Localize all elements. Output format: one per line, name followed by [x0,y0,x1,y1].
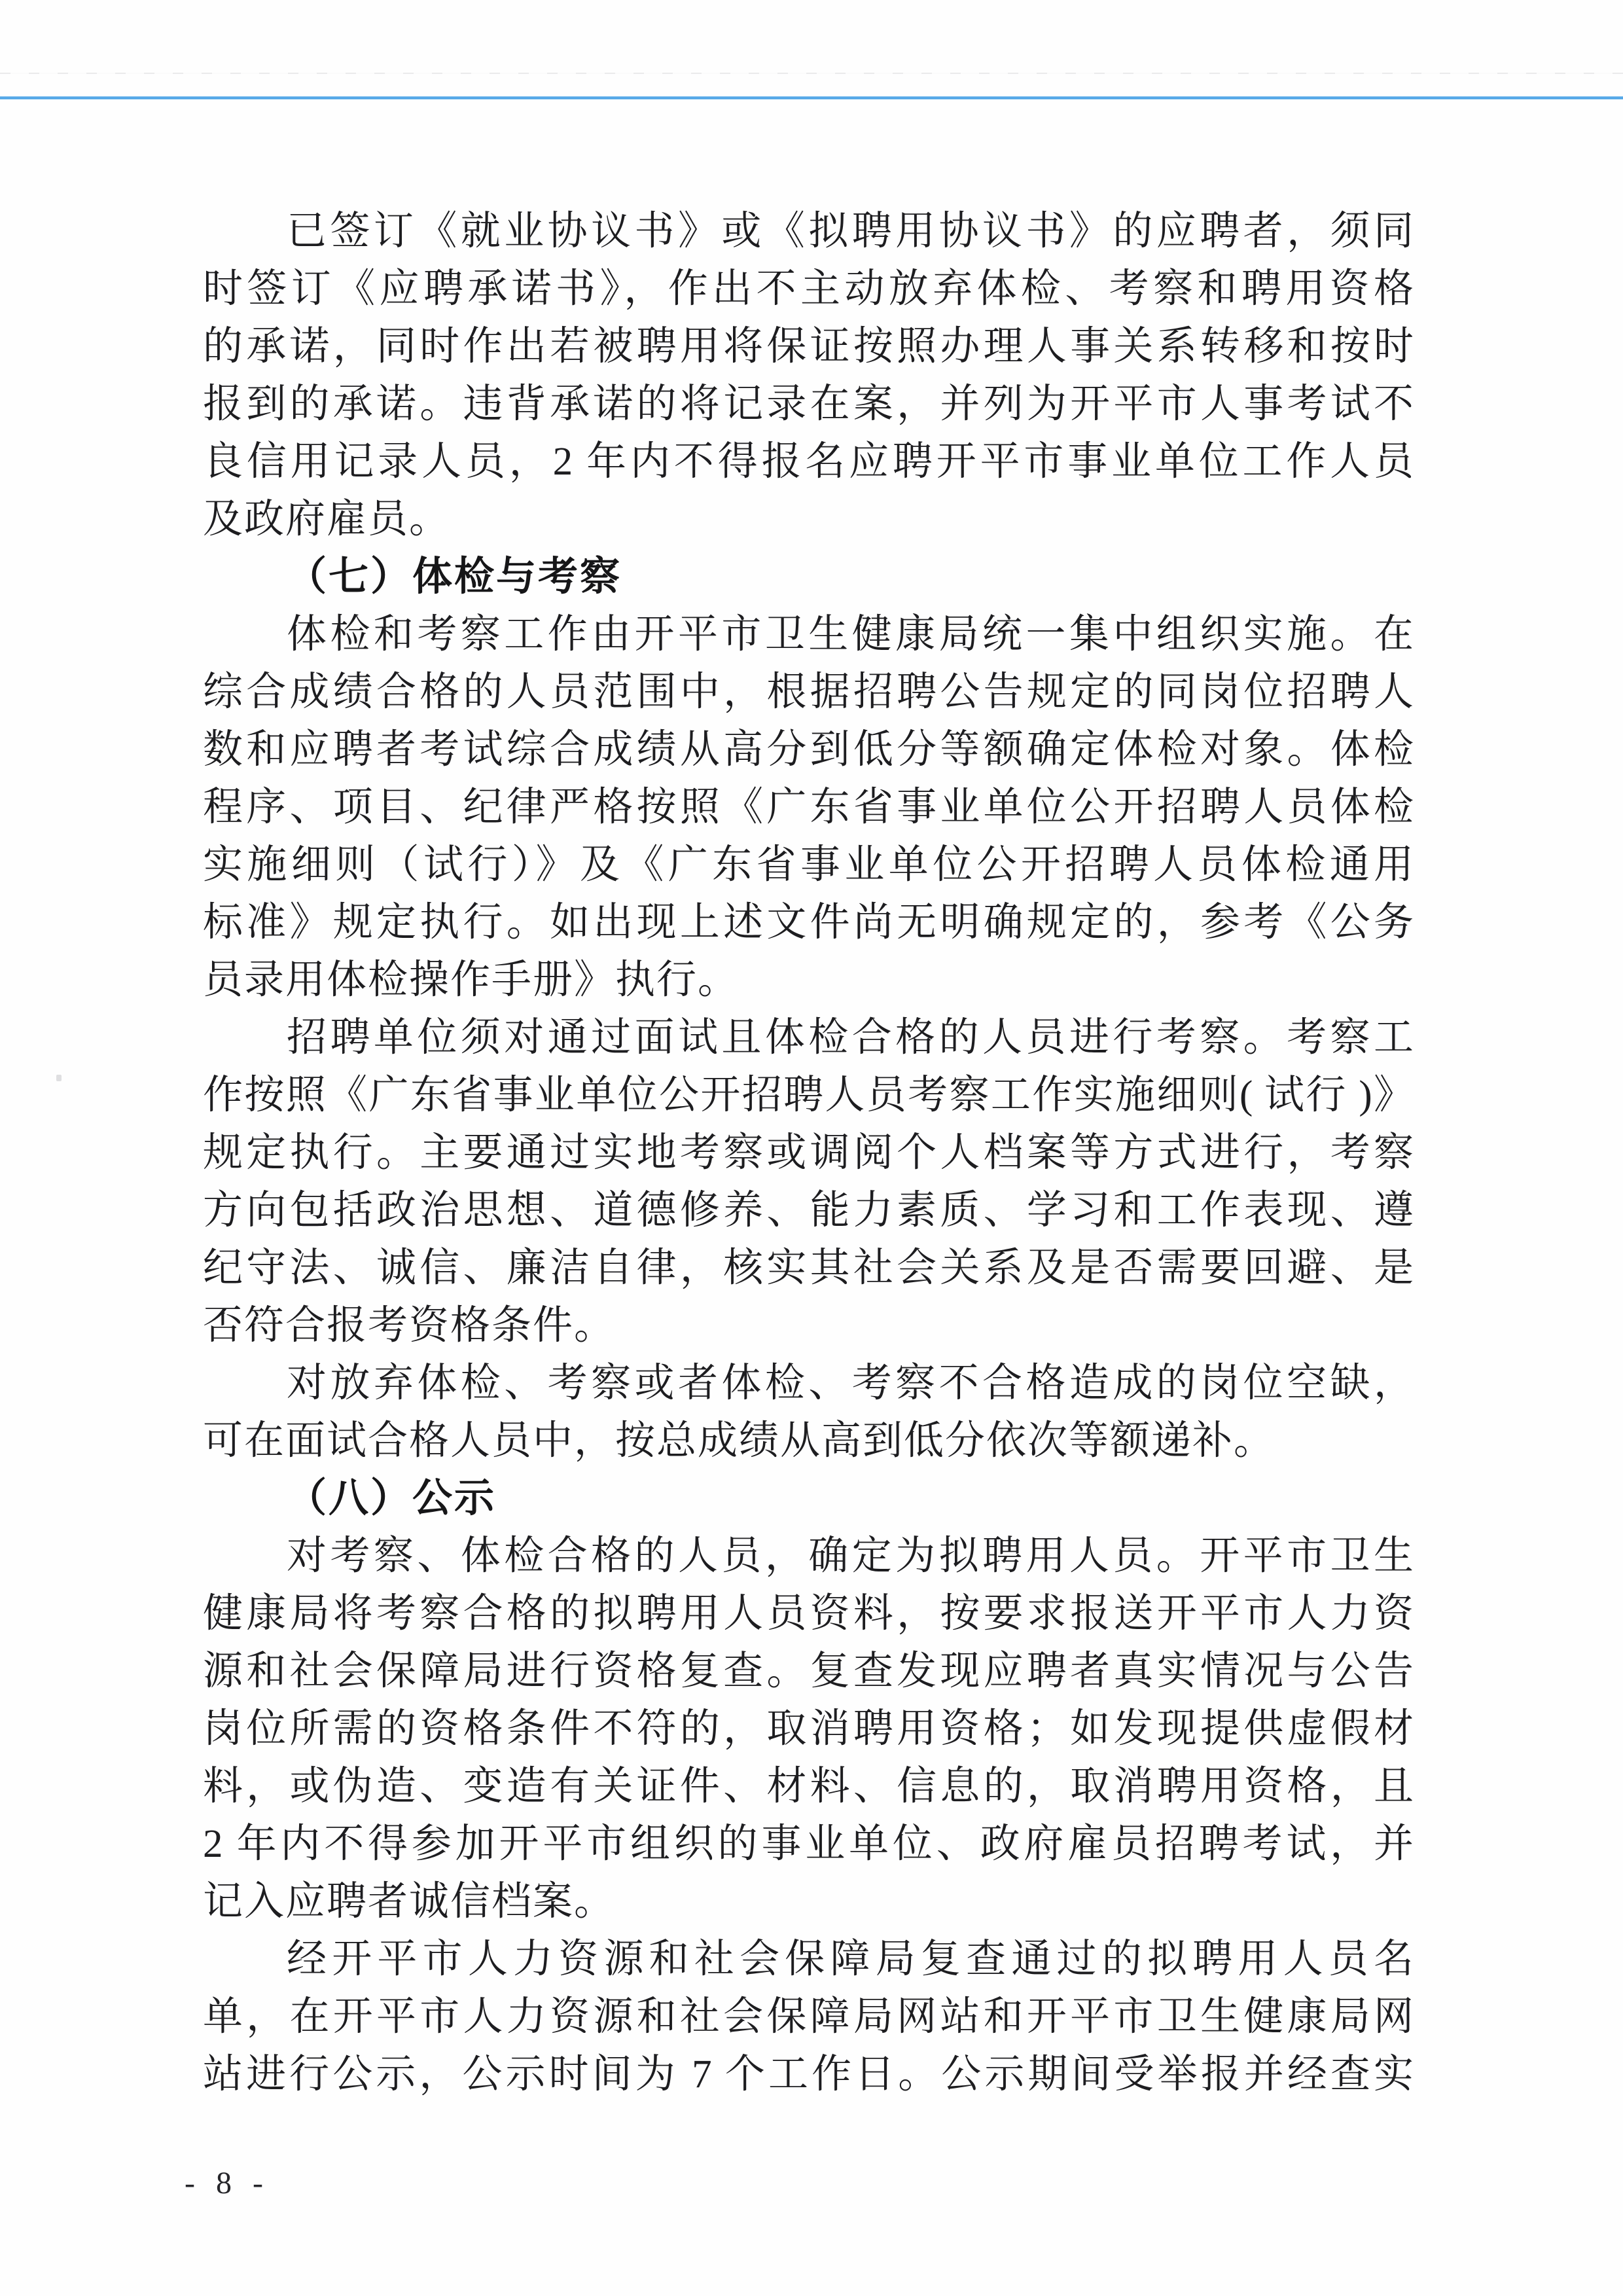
text-line: 作按照《广东省事业单位公开招聘人员考察工作实施细则( 试行 )》 [203,1073,1414,1117]
text-line: 体检和考察工作由开平市卫生健康局统一集中组织实施。在 [287,613,1414,656]
text-line: 数和应聘者考试综合成绩从高分到低分等额确定体检对象。体检 [203,728,1414,772]
text-line: 的承诺，同时作出若被聘用将保证按照办理人事关系转移和按时 [203,325,1414,368]
text-line: 料，或伪造、变造有关证件、材料、信息的，取消聘用资格，且 [203,1765,1414,1808]
text-line: 招聘单位须对通过面试且体检合格的人员进行考察。考察工 [287,1016,1414,1060]
text-line: 综合成绩合格的人员范围中，根据招聘公告规定的同岗位招聘人 [203,670,1414,714]
text-line: 记入应聘者诚信档案。 [203,1880,616,1924]
text-line: 健康局将考察合格的拟聘用人员资料，按要求报送开平市人力资 [203,1592,1414,1636]
text-line: 及政府雇员。 [203,497,451,541]
text-line: 否符合报考资格条件。 [203,1304,616,1348]
text-line: 站进行公示，公示时间为 7 个工作日。公示期间受举报并经查实 [203,2053,1414,2096]
text-line: 规定执行。主要通过实地考察或调阅个人档案等方式进行，考察 [203,1131,1414,1175]
text-line: 员录用体检操作手册》执行。 [203,958,740,1002]
text-line: 标准》规定执行。如出现上述文件尚无明确规定的，参考《公务 [203,901,1414,944]
text-line: 岗位所需的资格条件不符的，取消聘用资格；如发现提供虚假材 [203,1707,1414,1751]
text-line: 纪守法、诚信、廉洁自律，核实其社会关系及是否需要回避、是 [203,1246,1414,1290]
text-line: 单，在开平市人力资源和社会保障局网站和开平市卫生健康局网 [203,1995,1414,2039]
text-line: 对放弃体检、考察或者体检、考察不合格造成的岗位空缺， [287,1361,1414,1405]
section-heading: （八）公示 [287,1477,497,1520]
text-line: 已签订《就业协议书》或《拟聘用协议书》的应聘者，须同 [287,209,1414,253]
scan-speck [56,1075,62,1081]
text-line: 实施细则（试行）》及《广东省事业单位公开招聘人员体检通用 [203,843,1414,887]
text-block [203,203,1414,2104]
scan-artifact-line [0,73,1623,74]
text-line: 程序、项目、纪律严格按照《广东省事业单位公开招聘人员体检 [203,785,1414,829]
text-line: 报到的承诺。违背承诺的将记录在案，并列为开平市人事考试不 [203,382,1414,426]
section-heading: （七）体检与考察 [287,555,622,599]
blue-divider-line [0,96,1623,99]
text-line: 对考察、体检合格的人员，确定为拟聘用人员。开平市卫生 [287,1534,1414,1578]
text-line: 源和社会保障局进行资格复查。复查发现应聘者真实情况与公告 [203,1649,1414,1693]
text-line: 时签订《应聘承诺书》，作出不主动放弃体检、考察和聘用资格 [203,267,1414,311]
text-line: 良信用记录人员，2 年内不得报名应聘开平市事业单位工作人员 [203,440,1414,484]
text-line: 可在面试合格人员中，按总成绩从高到低分依次等额递补。 [203,1419,1275,1463]
page-number: - 8 - [185,2166,268,2200]
text-line: 方向包括政治思想、道德修养、能力素质、学习和工作表现、遵 [203,1189,1414,1232]
text-line: 经开平市人力资源和社会保障局复查通过的拟聘用人员名 [287,1937,1414,1981]
text-line: 2 年内不得参加开平市组织的事业单位、政府雇员招聘考试，并 [203,1822,1414,1866]
